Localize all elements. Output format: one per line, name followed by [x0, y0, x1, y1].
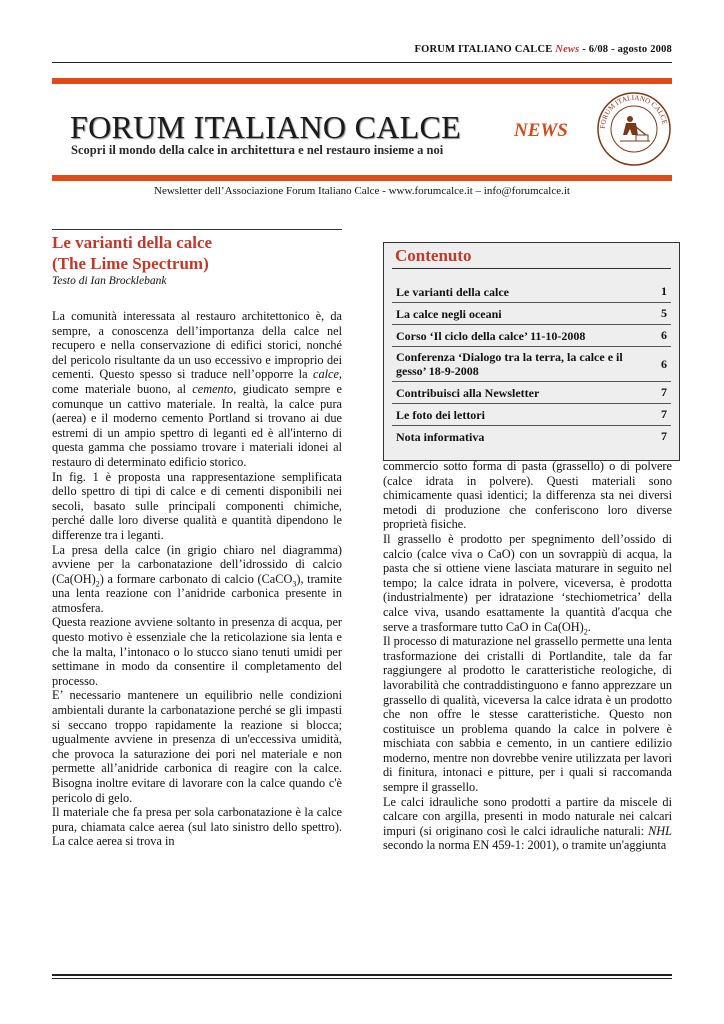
toc-title: Contenuto	[395, 246, 472, 265]
paragraph: In fig. 1 è proposta una rappresentazione semplificata dello spettro di tipi di calce e di cementi disponibili nei secoli, basato sulle principali componenti chimiche, perché dalle loro diverse qualità e quantità dipendono le differenze tra i leganti.	[52, 469, 342, 542]
title-rule	[52, 229, 342, 230]
article-title	[52, 232, 342, 274]
header-rule	[52, 62, 672, 63]
toc-item[interactable]: Nota informativa 7	[396, 429, 667, 444]
article-title-line2: (The Lime Spectrum)	[52, 254, 209, 273]
paragraph: Questa reazione avviene soltanto in presenza di acqua, per questo motivo è essenziale che la reticolazione sia lenta e che la malta, l’intonaco o lo stucco siano tenuti umidi per settimane in modo da consentire il completamento del processo.	[52, 615, 342, 688]
toc-item[interactable]: Le foto dei lettori 7	[392, 404, 671, 426]
toc-item[interactable]: Le varianti della calce 1	[392, 281, 671, 303]
right-column	[383, 459, 672, 853]
toc-item[interactable]: Corso ‘Il ciclo della calce’ 11-10-2008 6	[392, 325, 671, 347]
article-byline: Testo di Ian Brocklebank	[52, 275, 167, 287]
banner-top-rule	[52, 78, 672, 84]
toc-item[interactable]: La calce negli oceani 5	[392, 303, 671, 325]
header-news: News	[555, 44, 580, 55]
paragraph: E’ necessario mantenere un equilibrio nelle condizioni ambientali durante la carbonatazione perché se gli impasti si seccano troppo rapidamente la reazione si blocca; ugualmente avviene in presenza di un'eccessiva umidità, che provoca la saturazione dei pori nel materiale e non permette all’anidride carbonica di reagire con la calce. Bisogna inoltre evitare di lavorare con la calce quando c'è pericolo di gelo.	[52, 688, 342, 805]
newsletter-contact-line: Newsletter dell’Associazione Forum Italiano Calce - www.forumcalce.it – info@forumcalce.it	[154, 185, 570, 197]
banner-bottom-rule	[52, 175, 672, 181]
right-body	[383, 459, 672, 853]
paragraph: La presa della calce (in grigio chiaro nel diagramma) avviene per la carbonatazione dell’idrossido di calcio $(Ca(OH)_2)$ a formare carbonato di calcio (CaCO$_3$), tramite una lenta reazione con l’anidride carbonica presente in atmosfera.	[52, 542, 342, 615]
masthead-banner	[52, 87, 672, 175]
toc-item[interactable]: Contribuisci alla Newsletter 7	[392, 382, 671, 404]
paragraph: Il grassello è prodotto per spegnimento dell’ossido di calcio (calce viva o CaO) con un sovrappiù di acqua, la pasta che si ottiene viene lasciata maturare in seguito nel tempo; la calce idrata in polvere, viceversa, è prodotta (industrialmente) per idratazione ‘stechiometrica’ della calce viva, usando esattamente la quantità d'acqua che serve a trasformare tutto CaO in $Ca(OH)_2$.	[383, 531, 672, 636]
toc-title-rule	[392, 268, 671, 269]
article-title-line1: Le varianti della calce	[52, 233, 213, 252]
table-of-contents	[383, 242, 680, 461]
footer-rule-thin	[52, 978, 672, 979]
seal-text: FORUM ITALIANO CALCE	[598, 93, 669, 130]
paragraph: Il materiale che fa presa per sola carbonatazione è la calce pura, chiamata calce aerea (sul lato sinistro dello spettro). La calce aerea si trova in	[52, 805, 342, 849]
header-issue: - 6/08 - agosto 2008	[579, 44, 672, 55]
masthead-subtitle: Scopri il mondo della calce in architettura e nel restauro insieme a noi	[71, 143, 444, 157]
running-header	[414, 44, 672, 55]
masthead-news: NEWS	[514, 120, 568, 141]
footer-rule	[52, 974, 672, 976]
header-prefix: FORUM ITALIANO CALCE	[414, 44, 556, 55]
paragraph: La comunità interessata al restauro architettonico è, da sempre, a conoscenza dell’importanza della calce nel recupero e nella conservazione di edifici storici, nonché del pericolo risultante da un uso eccessivo e improprio dei cementi. Questo spesso si traduce nell’opporre la calce, come materiale buono, al cemento, giudicato sempre e comunque un cattivo materiale. In realtà, la calce pura (aerea) e il moderno cemento Portland si trovano ai due estremi di un ampio spettro di leganti ed è all'interno di questa gamma che possiamo trovare i materiali idonei al restauro di determinato edificio storico.	[52, 309, 342, 469]
masthead-title: FORUM ITALIANO CALCE	[70, 109, 461, 145]
lime-worker-seal-icon	[596, 91, 672, 167]
paragraph: Le calci idrauliche sono prodotti a partire da miscele di calcare con argilla, presenti in modo naturale nei calcari impuri (si originano così le calci idrauliche naturali: NHL secondo la norma EN 459-1: 2001), o tramite un'aggiunta	[383, 794, 672, 853]
left-body	[52, 309, 342, 849]
left-column	[52, 229, 342, 849]
toc-item[interactable]: Conferenza ‘Dialogo tra la terra, la calce e il gesso’ 18-9-2008 6	[392, 347, 671, 382]
paragraph: Il processo di maturazione nel grassello permette una lenta trasformazione dei cristalli di Portlandite, tale da far raggiungere al prodotto le caratteristiche reologiche, di lavorabilità che contraddistinguono e fanno apprezzare un grassello di qualità, viceversa la calce idrata è un prodotto che non offre le stesse caratteristiche. Questo non costituisce un problema quando la calce in polvere è mischiata con sabbia e cemento, in un cantiere edilizio moderno, mentre non dovrebbe venire utilizzata per lavori di finitura, intonaci e pitture, per i quali si raccomanda sempre il grassello.	[383, 634, 672, 795]
paragraph: commercio sotto forma di pasta (grassello) o di polvere (calce idrata in polvere). Questi materiali sono chimicamente quasi identici; la differenza sta nei diversi metodi di produzione che conferiscono loro diverse proprietà fisiche.	[383, 459, 672, 532]
